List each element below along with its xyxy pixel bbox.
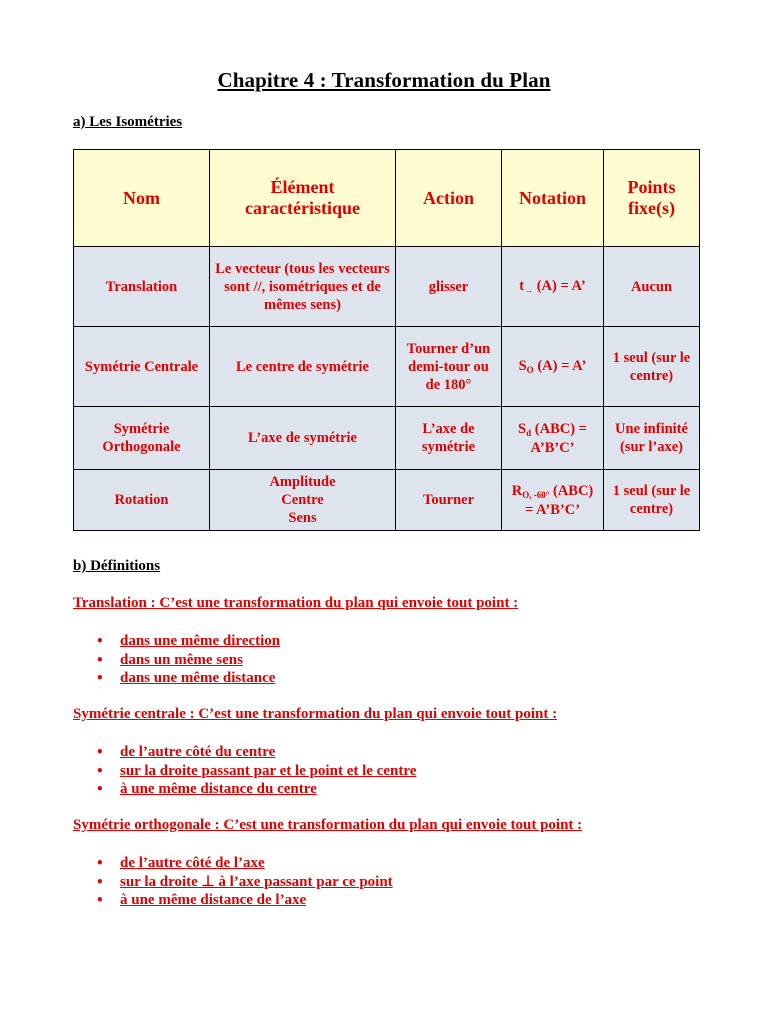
bullet-icon: •	[96, 874, 104, 889]
cell-element: Le vecteur (tous les vecteurs sont //, isométriques et de mêmes sens)	[210, 247, 396, 327]
notation-symbol: t	[519, 278, 525, 294]
bullet-icon: •	[96, 671, 104, 686]
definition-heading-symetrie-centrale: Symétrie centrale : C’est une transformation du plan qui envoie tout point :	[73, 706, 558, 722]
cell-nom: Symétrie Centrale	[74, 327, 210, 407]
bullet-icon: •	[96, 634, 104, 648]
list-item	[96, 854, 393, 873]
notation-rest: (ABC) = A’B’C’	[530, 420, 587, 456]
cell-notation	[502, 247, 604, 327]
list-item-text: dans une même distance	[120, 670, 276, 687]
header-nom: Nom	[74, 150, 210, 247]
cell-action: L’axe de symétrie	[396, 407, 502, 470]
cell-notation	[502, 327, 604, 407]
bullet-icon: •	[96, 763, 104, 778]
notation-symbol: R	[511, 482, 523, 499]
notation-symbol: S	[518, 358, 527, 374]
isometries-table	[73, 149, 700, 531]
list-item-text: sur la droite ⊥ à l’axe passant par ce point	[120, 873, 393, 890]
bullet-icon: •	[96, 856, 104, 870]
definition-list-symetrie-centrale	[96, 743, 416, 799]
header-points-fixes: Points fixe(s)	[604, 150, 700, 247]
notation-subscript: →	[524, 285, 534, 295]
definition-heading-translation: Translation : C’est une transformation du plan qui envoie tout point :	[73, 595, 519, 611]
bullet-icon: •	[96, 652, 104, 667]
list-item	[96, 891, 393, 910]
table-row	[74, 247, 700, 327]
cell-nom: Symétrie Orthogonale	[74, 407, 210, 470]
header-action: Action	[396, 150, 502, 247]
element-line: Centre	[281, 492, 324, 508]
definition-heading-symetrie-orthogonale: Symétrie orthogonale : C’est une transformation du plan qui envoie tout point :	[73, 817, 583, 833]
list-item	[96, 651, 280, 670]
table-row	[74, 470, 700, 531]
cell-element: Le centre de symétrie	[210, 327, 396, 407]
list-item	[96, 743, 416, 762]
cell-notation	[502, 407, 604, 470]
element-line: Amplitude	[269, 474, 336, 490]
cell-nom: Rotation	[74, 470, 210, 531]
list-item-text: dans un même sens	[120, 651, 243, 668]
notation-subscript: d	[526, 427, 532, 438]
definition-list-symetrie-orthogonale	[96, 854, 393, 910]
list-item	[96, 669, 280, 688]
notation-rest: (ABC) = A’B’C’	[524, 482, 594, 518]
bullet-icon: •	[96, 893, 104, 908]
cell-action: glisser	[396, 247, 502, 327]
element-line: Sens	[288, 510, 317, 526]
header-element: Élément caractéristique	[210, 150, 396, 247]
cell-element: L’axe de symétrie	[210, 407, 396, 470]
cell-action: Tourner	[396, 470, 502, 531]
list-item	[96, 780, 416, 799]
bullet-icon: •	[96, 782, 104, 797]
header-notation: Notation	[502, 150, 604, 247]
list-item	[96, 632, 280, 651]
list-item	[96, 873, 393, 892]
cell-points: 1 seul (sur le centre)	[604, 470, 700, 531]
page-title: Chapitre 4 : Transformation du Plan	[217, 68, 551, 92]
cell-points: Aucun	[604, 247, 700, 327]
notation-subscript: O	[526, 365, 534, 375]
cell-element	[210, 470, 396, 531]
notation-subscript: O, -60°	[522, 489, 550, 500]
list-item-text: de l’autre côté du centre	[120, 744, 276, 760]
cell-points: Une infinité (sur l’axe)	[604, 407, 700, 470]
cell-notation	[502, 470, 604, 531]
notation-rest: (A) = A’	[533, 278, 586, 294]
list-item-text: sur la droite passant par et le point et le centre	[120, 762, 417, 779]
list-item	[96, 762, 416, 781]
cell-points: 1 seul (sur le centre)	[604, 327, 700, 407]
definition-list-translation	[96, 632, 280, 688]
table-row	[74, 327, 700, 407]
section-heading-definitions: b) Définitions	[73, 558, 161, 574]
cell-action: Tourner d’un demi-tour ou de 180°	[396, 327, 502, 407]
section-heading-isometries: a) Les Isométries	[73, 114, 183, 130]
notation-symbol: S	[518, 420, 527, 437]
bullet-icon: •	[96, 745, 104, 759]
cell-nom: Translation	[74, 247, 210, 327]
notation-rest: (A) = A’	[533, 358, 587, 374]
list-item-text: à une même distance de l’axe	[120, 892, 307, 909]
list-item-text: de l’autre côté de l’axe	[120, 855, 265, 871]
list-item-text: à une même distance du centre	[120, 781, 317, 798]
table-header-row	[74, 150, 700, 247]
list-item-text: dans une même direction	[120, 633, 281, 649]
table-row	[74, 407, 700, 470]
